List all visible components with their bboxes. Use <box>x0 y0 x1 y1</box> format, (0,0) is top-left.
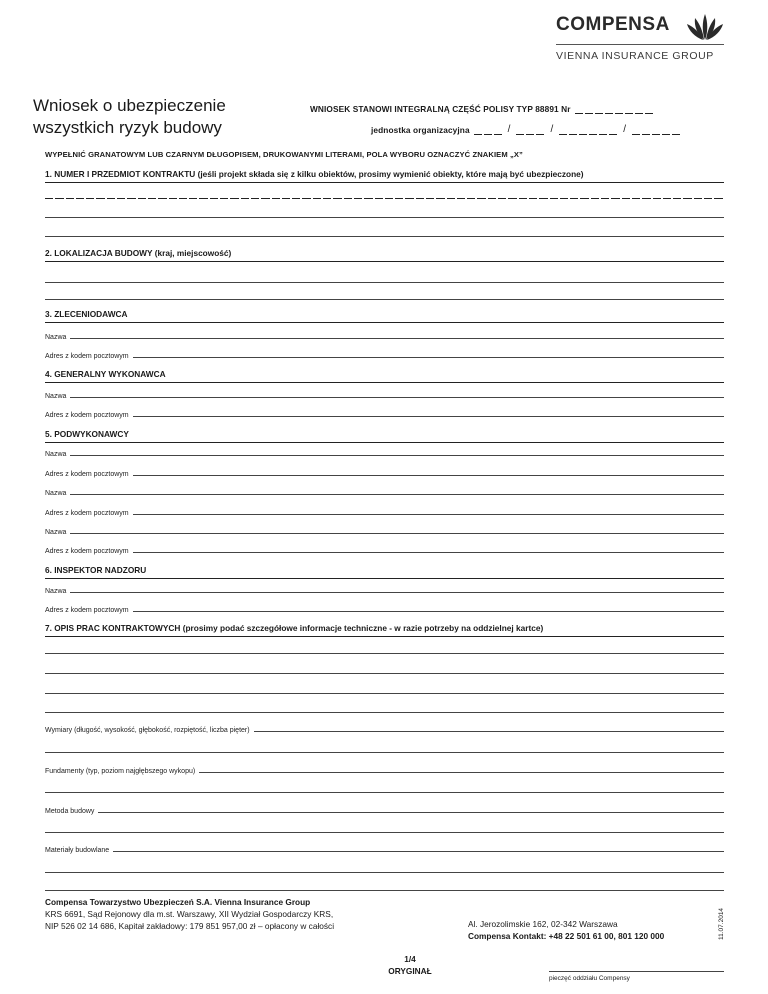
org-unit-input-2[interactable] <box>516 125 544 135</box>
char-box[interactable] <box>86 192 94 199</box>
char-box[interactable] <box>45 192 53 199</box>
page-number: 1/4 <box>404 954 416 964</box>
stamp-signature-line[interactable] <box>549 971 724 972</box>
form-title <box>33 95 226 139</box>
char-box[interactable] <box>642 192 650 199</box>
char-box[interactable] <box>467 192 475 199</box>
char-box[interactable] <box>261 192 269 199</box>
char-box[interactable] <box>591 192 599 199</box>
char-box[interactable] <box>714 192 722 199</box>
section-1-title <box>45 169 724 183</box>
location-line[interactable] <box>45 299 724 300</box>
char-box[interactable] <box>611 192 619 199</box>
contract-subject-line[interactable] <box>45 217 724 218</box>
char-box[interactable] <box>230 192 238 199</box>
brand-name: COMPENSA <box>556 14 670 35</box>
char-box[interactable] <box>550 192 558 199</box>
org-unit-input-1[interactable] <box>474 125 502 135</box>
page-info <box>380 953 440 977</box>
description-line[interactable] <box>45 712 724 713</box>
char-box[interactable] <box>364 192 372 199</box>
char-box[interactable] <box>148 192 156 199</box>
char-box[interactable] <box>519 192 527 199</box>
org-unit-input-3[interactable] <box>559 125 617 135</box>
brand-group: VIENNA INSURANCE GROUP <box>556 50 714 62</box>
form-title-line2: wszystkich ryzyk budowy <box>33 118 222 137</box>
section-6-title <box>45 565 724 579</box>
foundations-extra-line[interactable] <box>45 792 724 793</box>
method-extra-line[interactable] <box>45 832 724 833</box>
materials-extra-line[interactable] <box>45 872 724 873</box>
logo-divider <box>556 44 724 45</box>
section-7-heading: 7. OPIS PRAC KONTRAKTOWYCH <box>45 623 181 633</box>
char-box[interactable] <box>704 192 712 199</box>
char-box[interactable] <box>580 192 588 199</box>
section-7-title <box>45 623 724 637</box>
policy-number-label: WNIOSEK STANOWI INTEGRALNĄ CZĘŚĆ POLISY TYP 88891 Nr <box>310 104 571 114</box>
char-box[interactable] <box>138 192 146 199</box>
field-label: Nazwa <box>45 529 67 536</box>
field-label: Adres z kodem pocztowym <box>45 510 129 517</box>
char-box[interactable] <box>570 192 578 199</box>
subcontractor-2-name-field[interactable] <box>45 490 724 497</box>
char-box[interactable] <box>663 192 671 199</box>
subcontractor-2-address-field[interactable] <box>45 510 724 517</box>
contact-phone: Compensa Kontakt: +48 22 501 61 00, 801 120 000 <box>468 931 665 941</box>
char-box[interactable] <box>344 192 352 199</box>
field-label: Nazwa <box>45 334 67 341</box>
field-label: Adres z kodem pocztowym <box>45 607 129 614</box>
org-unit-input-4[interactable] <box>632 125 680 135</box>
char-box[interactable] <box>282 192 290 199</box>
subcontractor-1-address-field[interactable] <box>45 471 724 478</box>
company-contact <box>468 918 664 942</box>
char-box[interactable] <box>416 192 424 199</box>
policy-number-input[interactable] <box>575 104 653 114</box>
field-label: Adres z kodem pocztowym <box>45 471 129 478</box>
char-box[interactable] <box>158 192 166 199</box>
char-box[interactable] <box>199 192 207 199</box>
char-box[interactable] <box>405 192 413 199</box>
materials-extra-line[interactable] <box>45 890 724 891</box>
char-box[interactable] <box>333 192 341 199</box>
field-label: Adres z kodem pocztowym <box>45 412 129 419</box>
company-name: Compensa Towarzystwo Ubezpieczeń S.A. Vienna Insurance Group <box>45 897 311 907</box>
char-box[interactable] <box>354 192 362 199</box>
char-box[interactable] <box>179 192 187 199</box>
compensa-logo-icon <box>686 12 724 42</box>
form-title-line1: Wniosek o ubezpieczenie <box>33 96 226 115</box>
form-date: 11.07.2014 <box>718 907 725 940</box>
char-box[interactable] <box>539 192 547 199</box>
client-address-field[interactable] <box>45 353 724 360</box>
foundations-field[interactable] <box>45 768 724 775</box>
char-box[interactable] <box>189 192 197 199</box>
section-2-title <box>45 248 724 262</box>
field-label: Nazwa <box>45 451 67 458</box>
char-box[interactable] <box>683 192 691 199</box>
company-nip: NIP 526 02 14 686, Kapitał zakładowy: 179 851 957,00 zł – opłacony w całości <box>45 921 335 931</box>
copy-type: ORYGINAŁ <box>388 966 432 976</box>
char-box[interactable] <box>127 192 135 199</box>
char-box[interactable] <box>426 192 434 199</box>
char-box[interactable] <box>477 192 485 199</box>
char-box[interactable] <box>302 192 310 199</box>
field-label: Nazwa <box>45 490 67 497</box>
char-box[interactable] <box>653 192 661 199</box>
char-box[interactable] <box>251 192 259 199</box>
description-line[interactable] <box>45 653 724 654</box>
char-box[interactable] <box>292 192 300 199</box>
contractor-address-field[interactable] <box>45 412 724 419</box>
char-box[interactable] <box>395 192 403 199</box>
char-box[interactable] <box>107 192 115 199</box>
char-box[interactable] <box>96 192 104 199</box>
section-3-heading: 3. ZLECENIODAWCA <box>45 309 128 319</box>
separator-slash: / <box>623 124 627 135</box>
field-label: Fundamenty (typ, poziom najgłębszego wykopu) <box>45 768 196 775</box>
company-info <box>45 896 334 932</box>
subcontractor-3-name-field[interactable] <box>45 529 724 536</box>
section-3-title <box>45 309 724 323</box>
field-label: Wymiary (długość, wysokość, głębokość, rozpiętość, liczba pięter) <box>45 727 250 734</box>
client-name-field[interactable] <box>45 334 724 341</box>
char-box[interactable] <box>508 192 516 199</box>
char-box[interactable] <box>241 192 249 199</box>
section-5-title <box>45 429 724 443</box>
location-line[interactable] <box>45 282 724 283</box>
field-label: Nazwa <box>45 393 67 400</box>
contract-subject-line[interactable] <box>45 236 724 237</box>
company-address: Al. Jerozolimskie 162, 02-342 Warszawa <box>468 919 618 929</box>
section-1-heading: 1. NUMER I PRZEDMIOT KONTRAKTU <box>45 169 196 179</box>
field-label: Nazwa <box>45 588 67 595</box>
separator-slash: / <box>550 124 554 135</box>
stamp-label: pieczęć oddziału Compensy <box>549 975 630 982</box>
inspector-address-field[interactable] <box>45 607 724 614</box>
char-box[interactable] <box>210 192 218 199</box>
section-4-heading: 4. GENERALNY WYKONAWCA <box>45 369 166 379</box>
char-box[interactable] <box>488 192 496 199</box>
section-4-title <box>45 369 724 383</box>
char-box[interactable] <box>560 192 568 199</box>
fill-instruction: WYPEŁNIĆ GRANATOWYM LUB CZARNYM DŁUGOPISEM, DRUKOWANYMI LITERAMI, POLA WYBORU OZNACZYĆ ZNAKIEM „X” <box>45 150 523 159</box>
char-box[interactable] <box>694 192 702 199</box>
char-box[interactable] <box>385 192 393 199</box>
section-5-heading: 5. PODWYKONAWCY <box>45 429 129 439</box>
char-box[interactable] <box>117 192 125 199</box>
inspector-name-field[interactable] <box>45 588 724 595</box>
field-label: Metoda budowy <box>45 808 95 815</box>
section-6-heading: 6. INSPEKTOR NADZORU <box>45 565 147 575</box>
materials-field[interactable] <box>45 847 724 854</box>
char-box[interactable] <box>323 192 331 199</box>
subcontractor-1-name-field[interactable] <box>45 451 724 458</box>
char-box[interactable] <box>436 192 444 199</box>
dimensions-extra-line[interactable] <box>45 752 724 753</box>
field-label: Adres z kodem pocztowym <box>45 353 129 360</box>
field-label: Materiały budowlane <box>45 847 110 854</box>
char-box[interactable] <box>622 192 630 199</box>
method-field[interactable] <box>45 808 724 815</box>
char-box[interactable] <box>375 192 383 199</box>
separator-slash: / <box>507 124 511 135</box>
subcontractor-3-address-field[interactable] <box>45 548 724 555</box>
char-box[interactable] <box>673 192 681 199</box>
char-box[interactable] <box>457 192 465 199</box>
org-unit-row <box>371 124 680 135</box>
char-box[interactable] <box>272 192 280 199</box>
char-box[interactable] <box>55 192 63 199</box>
section-1-note: (jeśli projekt składa się z kilku obiektów, prosimy wymienić obiekty, które mają być ubezpieczone) <box>197 169 584 179</box>
contractor-name-field[interactable] <box>45 393 724 400</box>
char-box[interactable] <box>632 192 640 199</box>
org-unit-label: jednostka organizacyjna <box>371 125 470 135</box>
field-label: Adres z kodem pocztowym <box>45 548 129 555</box>
char-box[interactable] <box>76 192 84 199</box>
dimensions-field[interactable] <box>45 727 724 734</box>
char-box[interactable] <box>498 192 506 199</box>
char-box[interactable] <box>169 192 177 199</box>
char-box[interactable] <box>601 192 609 199</box>
description-line[interactable] <box>45 673 724 674</box>
section-2-note: (kraj, miejscowość) <box>154 248 232 258</box>
description-line[interactable] <box>45 693 724 694</box>
char-box[interactable] <box>66 192 74 199</box>
section-7-note: (prosimy podać szczegółowe informacje techniczne - w razie potrzeby na oddzielnej kartce) <box>182 623 544 633</box>
char-box[interactable] <box>313 192 321 199</box>
section-2-heading: 2. LOKALIZACJA BUDOWY <box>45 248 153 258</box>
company-krs: KRS 6691, Sąd Rejonowy dla m.st. Warszawy, XII Wydział Gospodarczy KRS, <box>45 909 334 919</box>
policy-number-row <box>310 104 653 114</box>
char-box[interactable] <box>529 192 537 199</box>
char-box[interactable] <box>220 192 228 199</box>
char-box[interactable] <box>447 192 455 199</box>
contract-number-input[interactable] <box>45 192 724 199</box>
